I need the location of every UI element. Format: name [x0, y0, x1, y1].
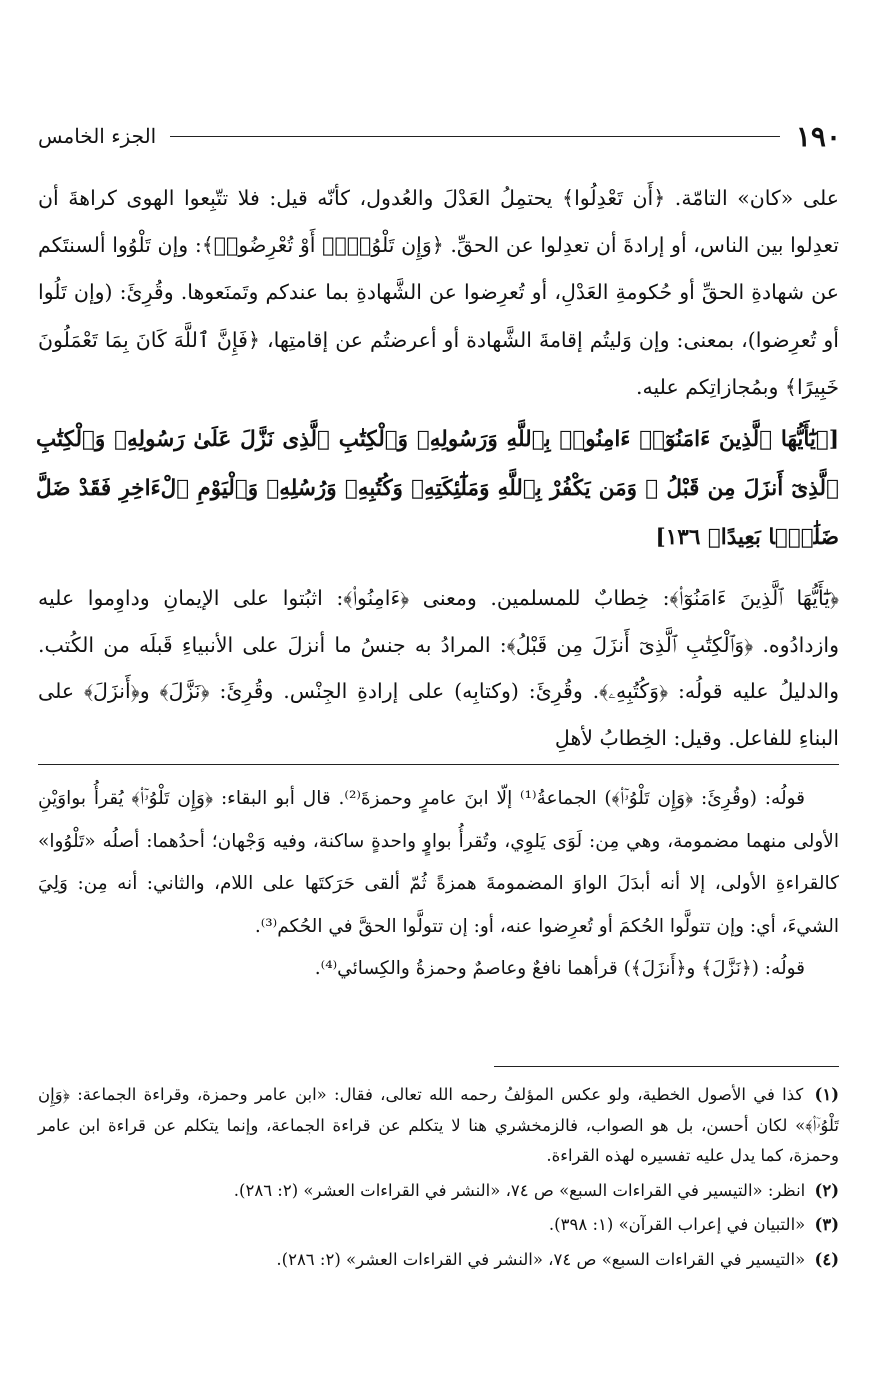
tafsir-section	[38, 575, 839, 761]
footnote-item	[38, 1210, 839, 1241]
tafsir-paragraph: ﴿يَٰٓأَيُّهَا ٱلَّذِينَ ءَامَنُوٓا۟﴾: خِطابٌ للمسلمين. ومعنى ﴿ءَامِنُوا۟﴾: اثبُتوا على الإيمانِ وداوِموا عليه وازدادُوه. ﴿وَٱلْكِتَٰبِ ٱلَّذِىٓ أَنزَلَ مِن قَبْلُ﴾: المرادُ به جنسُ ما أنزلَ على الأنبياءِ قَبلَه من الكُتب. والدليلُ عليه قولُه: ﴿وَكُتُبِهِۦ﴾. وقُرِئَ: (وكتابِه) على إرادةِ الجِنْس. وقُرِئَ: ﴿نَزَّلَ﴾ و﴿أَنزَلَ﴾ على البناءِ للفاعل. وقيل: الخِطابُ لأهلِ	[38, 586, 839, 750]
footnote-text: «التبيان في إعراب القرآن» (١: ٣٩٨).	[548, 1215, 806, 1234]
footnotes	[38, 1080, 839, 1279]
quran-verse-block	[36, 415, 839, 562]
footnote-item	[38, 1176, 839, 1207]
footnote-text: «التيسير في القراءات السبع» ص ٧٤، «النشر في القراءات العشر» (٢: ٢٨٦).	[276, 1249, 806, 1269]
hashiya-note: قولُه: (﴿نَزَّلَ﴾ و﴿أَنزَلَ﴾) قرأهما نافعٌ وعاصمٌ وحمزةُ والكِسائي⁽⁴⁾.	[314, 958, 805, 979]
page-number: ١٩٠	[795, 119, 841, 153]
hashiya-divider	[38, 764, 839, 765]
hashiya-notes	[38, 778, 839, 991]
quran-verse: [﴿يَٰٓأَيُّهَا ٱلَّذِينَ ءَامَنُوٓا۟ ءَامِنُوا۟ بِٱللَّهِ وَرَسُولِهِۦ وَٱلْكِتَٰبِ ٱلَّذِى نَزَّلَ عَلَىٰ رَسُولِهِۦ وَٱلْكِتَٰبِ ٱلَّذِىٓ أَنزَلَ مِن قَبْلُ ۚ وَمَن يَكْفُرْ بِٱللَّهِ وَمَلَٰٓئِكَتِهِۦ وَكُتُبِهِۦ وَرُسُلِهِۦ وَٱلْيَوْمِ ٱلْءَاخِرِ فَقَدْ ضَلَّ ضَلَٰلًۢا بَعِيدًا﴾ ١٣٦]	[36, 427, 839, 550]
footnote-text: انظر: «التيسير في القراءات السبع» ص ٧٤، «النشر في القراءات العشر» (٢: ٢٨٦).	[233, 1180, 806, 1200]
footnote-number: (٤)	[814, 1249, 839, 1269]
header-rule	[170, 136, 780, 137]
footnote-item	[38, 1080, 839, 1172]
running-header	[38, 118, 841, 154]
footnote-number: (١)	[814, 1085, 839, 1104]
footnote-divider	[494, 1066, 839, 1067]
hashiya-note: قولُه: (وقُرِئَ: ﴿وَإِن تَلْوُۥٓا۟﴾) الجماعةُ⁽¹⁾ إلّا ابنَ عامرٍ وحمزةَ⁽²⁾. قال أبو البقاء: ﴿وَإِن تَلْوُۥٓا۟﴾ يُقرأُ بواوَيْنِ الأولى منهما مضمومة، وهي مِن: لَوَى يَلوِي، وتُقرأُ بواوٍ واحدةٍ ساكنة، وفيه وَجْهان؛ أحدُهما: أصلُه «تَلْوُوا» كالقراءةِ الأولى، إلا أنه أبدَلَ الواوَ المضمومةَ همزةً ثُمّ ألقى حَرَكتَها على اللام، والثاني: أنه مِن: وَلِيَ الشيءَ، أي: وإن تتولَّوا الحُكمَ أو تُعرِضوا عنه، أو: إن تتولَّوا الحقَّ في الحُكم⁽³⁾.	[38, 788, 839, 937]
footnote-item	[38, 1245, 839, 1276]
footnote-number: (٢)	[814, 1180, 839, 1200]
footnote-text: كذا في الأصول الخطية، ولو عكس المؤلفُ رحمه الله تعالى، فقال: «ابن عامر وحمزة، وقراءة الجماعة: ﴿وَإِن تَلْوُۥٓا۟﴾» لكان أحسن، بل هو الصواب، فالزمخشري هنا لا يتكلم عن قراءة الجماعة، وإنما يتكلم عن قراءة ابن عامر وحمزة، كما يدل عليه تفسيره لهذه القراءة.	[38, 1085, 839, 1165]
footnote-number: (٣)	[814, 1215, 839, 1234]
commentary-paragraph: على «كان» التامّة. ﴿أَن تَعْدِلُوا﴾ يحتمِلُ العَدْلَ والعُدول، كأنّه قيل: فلا تتّبِعوا الهوى كراهةَ أن تعدِلوا بين الناس، أو إرادةَ أن تعدِلوا عن الحقِّ. ﴿وَإِن تَلْوُۥٓا۟ أَوْ تُعْرِضُوا۟﴾: وإن تَلْوُوا ألسنتَكم عن شهادةِ الحقِّ أو حُكومةِ العَدْلِ، أو تُعرِضوا عن الشَّهادةِ بما عندكم وتَمنَعوها. وقُرِئَ: (وإن تَلُوا أو تُعرِضوا)، بمعنى: وإن وَليتُم إقامةَ الشَّهادة أو أعرضتُم عن إقامتِها، ﴿فَإِنَّ ٱللَّهَ كَانَ بِمَا تَعْمَلُونَ خَبِيرًا﴾ وبمُجازاتِكم عليه.	[38, 186, 839, 399]
main-commentary	[38, 175, 839, 411]
running-title: الجزء الخامس	[38, 124, 157, 148]
